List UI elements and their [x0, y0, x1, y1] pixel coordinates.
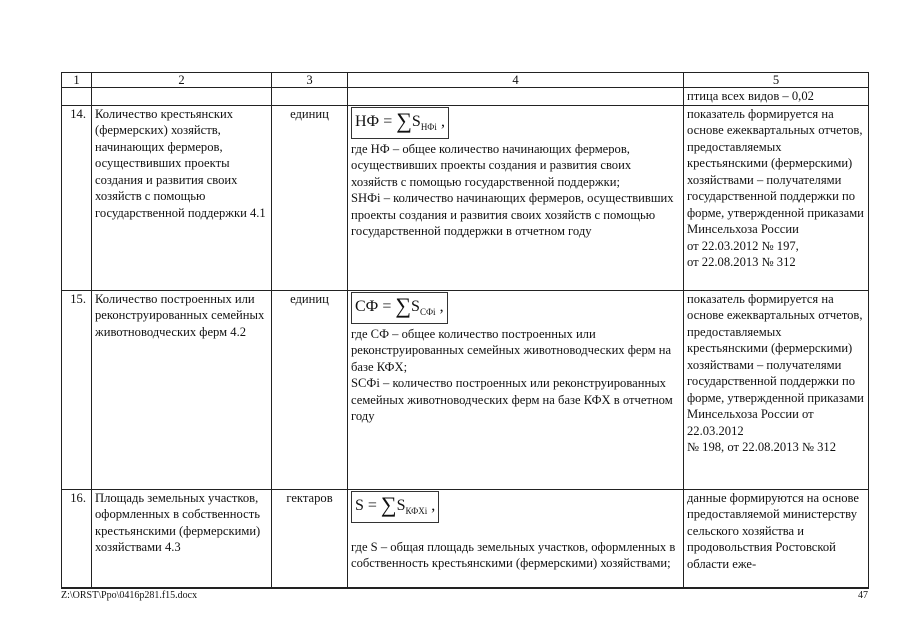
carry-row [62, 88, 869, 106]
carry-source-cell: птица всех видов – 0,02 [684, 88, 869, 106]
unit-cell: единиц [272, 290, 348, 489]
method-description: где СФ – общее количество построенных или реконструированных семейных животноводческих ферм на базе КФХ; SСФi – количество построенных или реконструированных семейных животноводческих ферм на базе КФХ в отчетном году [351, 326, 673, 424]
method-description: где S – общая площадь земельных участков, оформленных в собственность крестьянскими (фермерскими) хозяйствами; [351, 539, 676, 571]
indicator-name: Количество крестьянских (фермерских) хозяйств, начинающих фермеров, осуществивших проекты создания и развития своих хозяйств с помощью государственной поддержки 4.1 [92, 105, 272, 290]
source-cell: показатель формируется на основе ежеквартальных отчетов, предоставляемых крестьянскими (фермерскими) хозяйствами – получателями государственной поддержки по форме, утвержденной приказами Минсельхоза России от 22.03.2012 № 197, от 22.08.2013 № 312 [684, 105, 869, 290]
header-cell: 2 [92, 73, 272, 88]
table-row [62, 105, 869, 290]
header-cell: 5 [684, 73, 869, 88]
header-row [62, 73, 869, 88]
method-cell [348, 290, 684, 489]
unit-cell: единиц [272, 105, 348, 290]
footer-rule [61, 587, 868, 588]
indicator-name: Площадь земельных участков, оформленных в собственность крестьянскими (фермерскими) хозяйствами 4.3 [92, 489, 272, 588]
formula: $S = \sum S_{КФХi}$ , [351, 491, 439, 523]
indicator-name: Количество построенных или реконструированных семейных животноводческих ферм 4.2 [92, 290, 272, 489]
empty-cell [272, 88, 348, 106]
header-cell: 4 [348, 73, 684, 88]
method-description: где НФ – общее количество начинающих фермеров, осуществивших проекты создания и развития своих хозяйств с помощью государственной поддержки; SНФi – количество начинающих фермеров, осуществивших проекты создания и развития своих хозяйств с помощью государственной поддержки в отчетном году [351, 141, 674, 239]
formula: СФ = $\sum S_{СФi}$ , [351, 292, 448, 324]
empty-cell [348, 88, 684, 106]
source-cell: показатель формируется на основе ежеквартальных отчетов, предоставляемых крестьянскими (фермерскими) хозяйствами – получателями государственной поддержки по форме, утвержденной приказами Минсельхоза России от 22.03.2012 № 198, от 22.08.2013 № 312 [684, 290, 869, 489]
page-number: 47 [858, 590, 868, 601]
header-cell: 3 [272, 73, 348, 88]
empty-cell [62, 88, 92, 106]
row-number: 16. [62, 489, 92, 588]
unit-cell: гектаров [272, 489, 348, 588]
method-cell [348, 105, 684, 290]
table-row [62, 290, 869, 489]
method-cell [348, 489, 684, 588]
source-cell: данные формируются на основе предоставляемой министерству сельского хозяйства и продовольствия Ростовской области еже- [684, 489, 869, 588]
empty-cell [92, 88, 272, 106]
row-number: 14. [62, 105, 92, 290]
indicator-table [61, 72, 869, 589]
formula: НФ = $\sum S_{НФi}$ , [351, 107, 449, 139]
row-number: 15. [62, 290, 92, 489]
table-row [62, 489, 869, 588]
header-cell: 1 [62, 73, 92, 88]
file-path: Z:\ORST\Ppo\0416p281.f15.docx [61, 590, 198, 601]
